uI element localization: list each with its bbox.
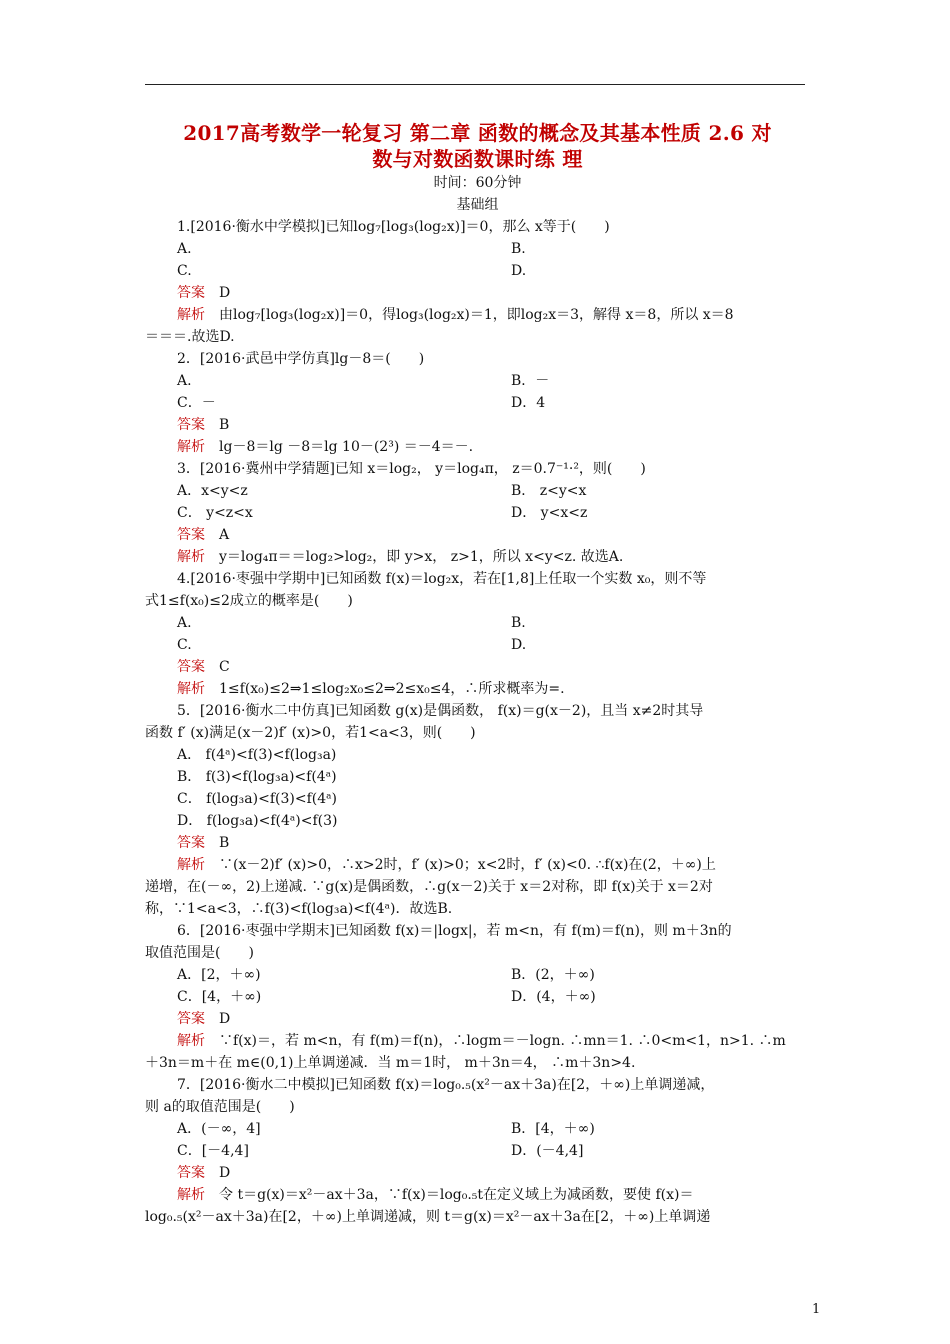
answer-line	[145, 414, 810, 436]
choice-b: B．(2，＋∞)	[511, 967, 595, 983]
choice-a: A．[2，＋∞)	[177, 967, 261, 983]
question-stem: 4.[2016·枣强中学期中]已知函数 f(x)＝log₂x，若在[1,8]上任取一个实数 x₀，则不等	[177, 571, 707, 587]
choice-c: C．－	[177, 395, 216, 411]
choice-b: B．－	[511, 373, 550, 389]
choice-a: A.	[177, 615, 192, 631]
analysis-line	[145, 304, 810, 326]
analysis-line	[145, 678, 810, 700]
choice-b: B． f(3)<f(log₃a)<f(4ᵃ)	[177, 769, 337, 785]
answer-line	[145, 282, 810, 304]
choice-d: D.	[511, 263, 527, 279]
analysis-text: lg－8＝lg －8＝lg 10－(2³) ＝－4＝－.	[219, 439, 474, 455]
question-stem-continuation: 取值范围是( )	[145, 945, 254, 961]
analysis-line	[145, 436, 810, 458]
analysis-text: 由log₇[log₃(log₂x)]＝0，得log₃(log₂x)＝1，即log₂x＝3，解得 x＝8，所以 x＝8	[219, 307, 734, 323]
answer-value: C	[219, 659, 230, 675]
choice-a: A． f(4ᵃ)<f(3)<f(log₃a)	[177, 747, 337, 763]
choice-row	[145, 260, 810, 282]
choice-row	[145, 986, 810, 1008]
answer-label: 答案	[177, 527, 205, 543]
analysis-label: 解析	[177, 681, 205, 697]
choice-b: B.	[511, 615, 526, 631]
group-heading: 基础组	[456, 197, 499, 213]
analysis-continuation: 递增，在(－∞，2)上递减. ∵g(x)是偶函数，∴g(x－2)关于 x＝2对称，即 f(x)关于 x＝2对	[145, 879, 713, 895]
answer-label: 答案	[177, 417, 205, 433]
choice-row	[145, 1140, 810, 1162]
answer-line	[145, 1162, 810, 1184]
answer-line	[145, 832, 810, 854]
choice-a: A.	[177, 241, 192, 257]
choice-row	[145, 502, 810, 524]
analysis-text: 1≤f(x₀)≤2⇒1≤log₂x₀≤2⇒2≤x₀≤4，∴所求概率为=.	[219, 681, 565, 697]
analysis-label: 解析	[177, 1033, 205, 1049]
answer-value: B	[219, 835, 230, 851]
question-7	[145, 1074, 810, 1228]
choice-b: B． z<y<x	[511, 483, 587, 499]
analysis-line	[145, 1030, 810, 1052]
analysis-continuation: log₀.₅(x²－ax＋3a)在[2，＋∞)上单调递减，则 t＝g(x)＝x²－ax＋3a在[2，＋∞)上单调递	[145, 1209, 711, 1225]
analysis-text: ∵(x－2)f′ (x)>0，∴x>2时，f′ (x)>0；x<2时，f′ (x)<0. ∴f(x)在(2，＋∞)上	[219, 857, 716, 873]
document-title-line-2: 数与对数函数课时练 理	[372, 147, 583, 171]
header-rule	[145, 84, 805, 85]
answer-label: 答案	[177, 1011, 205, 1027]
choice-d: D．4	[511, 395, 546, 411]
analysis-continuation: ＝＝＝.故选D.	[145, 329, 235, 345]
question-2	[145, 348, 810, 458]
question-stem-continuation: 则 a的取值范围是( )	[145, 1099, 295, 1115]
question-stem: 3．[2016·冀州中学猜题]已知 x＝log₂， y＝log₄π， z＝0.7⁻¹·²，则( )	[177, 461, 646, 477]
answer-label: 答案	[177, 659, 205, 675]
time-limit: 时间：60分钟	[433, 175, 522, 191]
analysis-line	[145, 854, 810, 876]
question-stem-continuation: 函数 f′ (x)满足(x－2)f′ (x)>0，若1<a<3，则( )	[145, 725, 476, 741]
choice-c: C.	[177, 263, 192, 279]
choice-a: A．x<y<z	[177, 483, 248, 499]
question-stem: 6．[2016·枣强中学期末]已知函数 f(x)＝|logx|，若 m<n，有 f(m)＝f(n)，则 m＋3n的	[177, 923, 732, 939]
analysis-continuation: ＋3n＝m＋在 m∈(0,1)上单调递减．当 m＝1时， m＋3n＝4， ∴m＋3n>4.	[145, 1055, 636, 1071]
question-6	[145, 920, 810, 1074]
question-stem: 1.[2016·衡水中学模拟]已知log₇[log₃(log₂x)]＝0，那么 x等于( )	[177, 219, 610, 235]
answer-value: D	[219, 1165, 231, 1181]
question-stem: 5．[2016·衡水二中仿真]已知函数 g(x)是偶函数， f(x)＝g(x－2)，且当 x≠2时其导	[177, 703, 704, 719]
answer-value: D	[219, 1011, 231, 1027]
answer-line	[145, 524, 810, 546]
answer-line	[145, 656, 810, 678]
choice-b: B．[4，＋∞)	[511, 1121, 595, 1137]
document-title-line-1: 2017高考数学一轮复习 第二章 函数的概念及其基本性质 2.6 对	[183, 121, 772, 145]
answer-value: A	[219, 527, 230, 543]
choice-d: D．(－4,4]	[511, 1143, 584, 1159]
question-stem: 2．[2016·武邑中学仿真]lg－8＝( )	[177, 351, 425, 367]
choice-row	[145, 238, 810, 260]
question-stem-continuation: 式1≤f(x₀)≤2成立的概率是( )	[145, 593, 353, 609]
choice-c: C．[－4,4]	[177, 1143, 249, 1159]
analysis-text: 令 t＝g(x)＝x²－ax＋3a，∵f(x)＝log₀.₅t在定义域上为减函数，要使 f(x)＝	[219, 1187, 694, 1203]
choice-c: C． f(log₃a)<f(3)<f(4ᵃ)	[177, 791, 337, 807]
choice-a: A．(－∞，4]	[177, 1121, 261, 1137]
analysis-label: 解析	[177, 549, 205, 565]
question-1	[145, 216, 810, 348]
answer-label: 答案	[177, 1165, 205, 1181]
analysis-line	[145, 546, 810, 568]
analysis-label: 解析	[177, 439, 205, 455]
question-3	[145, 458, 810, 568]
choice-row	[145, 964, 810, 986]
choice-row	[145, 612, 810, 634]
choice-row	[145, 480, 810, 502]
analysis-continuation: 称，∵1<a<3，∴f(3)<f(log₃a)<f(4ᵃ)．故选B.	[145, 901, 453, 917]
choice-c: C.	[177, 637, 192, 653]
analysis-label: 解析	[177, 857, 205, 873]
choice-d: D.	[511, 637, 527, 653]
analysis-line	[145, 1184, 810, 1206]
choice-row	[145, 392, 810, 414]
answer-value: B	[219, 417, 230, 433]
choice-c: C．[4，＋∞)	[177, 989, 262, 1005]
analysis-text: ∵f(x)＝，若 m<n，有 f(m)＝f(n)，∴logm＝－logn. ∴mn＝1. ∴0<m<1，n>1. ∴m	[219, 1033, 786, 1049]
choice-a: A.	[177, 373, 192, 389]
choice-row	[145, 370, 810, 392]
answer-label: 答案	[177, 835, 205, 851]
page-number: 1	[812, 1302, 821, 1317]
choice-d: D． y<x<z	[511, 505, 588, 521]
choice-row	[145, 1118, 810, 1140]
choice-d: D．(4，＋∞)	[511, 989, 596, 1005]
choice-d: D． f(log₃a)<f(4ᵃ)<f(3)	[177, 813, 338, 829]
analysis-text: y＝log₄π＝＝log₂>log₂，即 y>x， z>1，所以 x<y<z. 故选A.	[219, 549, 624, 565]
question-stem: 7．[2016·衡水二中模拟]已知函数 f(x)＝log₀.₅(x²－ax＋3a)在[2，＋∞)上单调递减，	[177, 1077, 715, 1093]
document-page	[145, 120, 810, 1228]
choice-c: C． y<z<x	[177, 505, 253, 521]
choice-b: B.	[511, 241, 526, 257]
answer-line	[145, 1008, 810, 1030]
choice-row	[145, 634, 810, 656]
question-5	[145, 700, 810, 920]
answer-label: 答案	[177, 285, 205, 301]
answer-value: D	[219, 285, 231, 301]
analysis-label: 解析	[177, 1187, 205, 1203]
question-4	[145, 568, 810, 700]
analysis-label: 解析	[177, 307, 205, 323]
